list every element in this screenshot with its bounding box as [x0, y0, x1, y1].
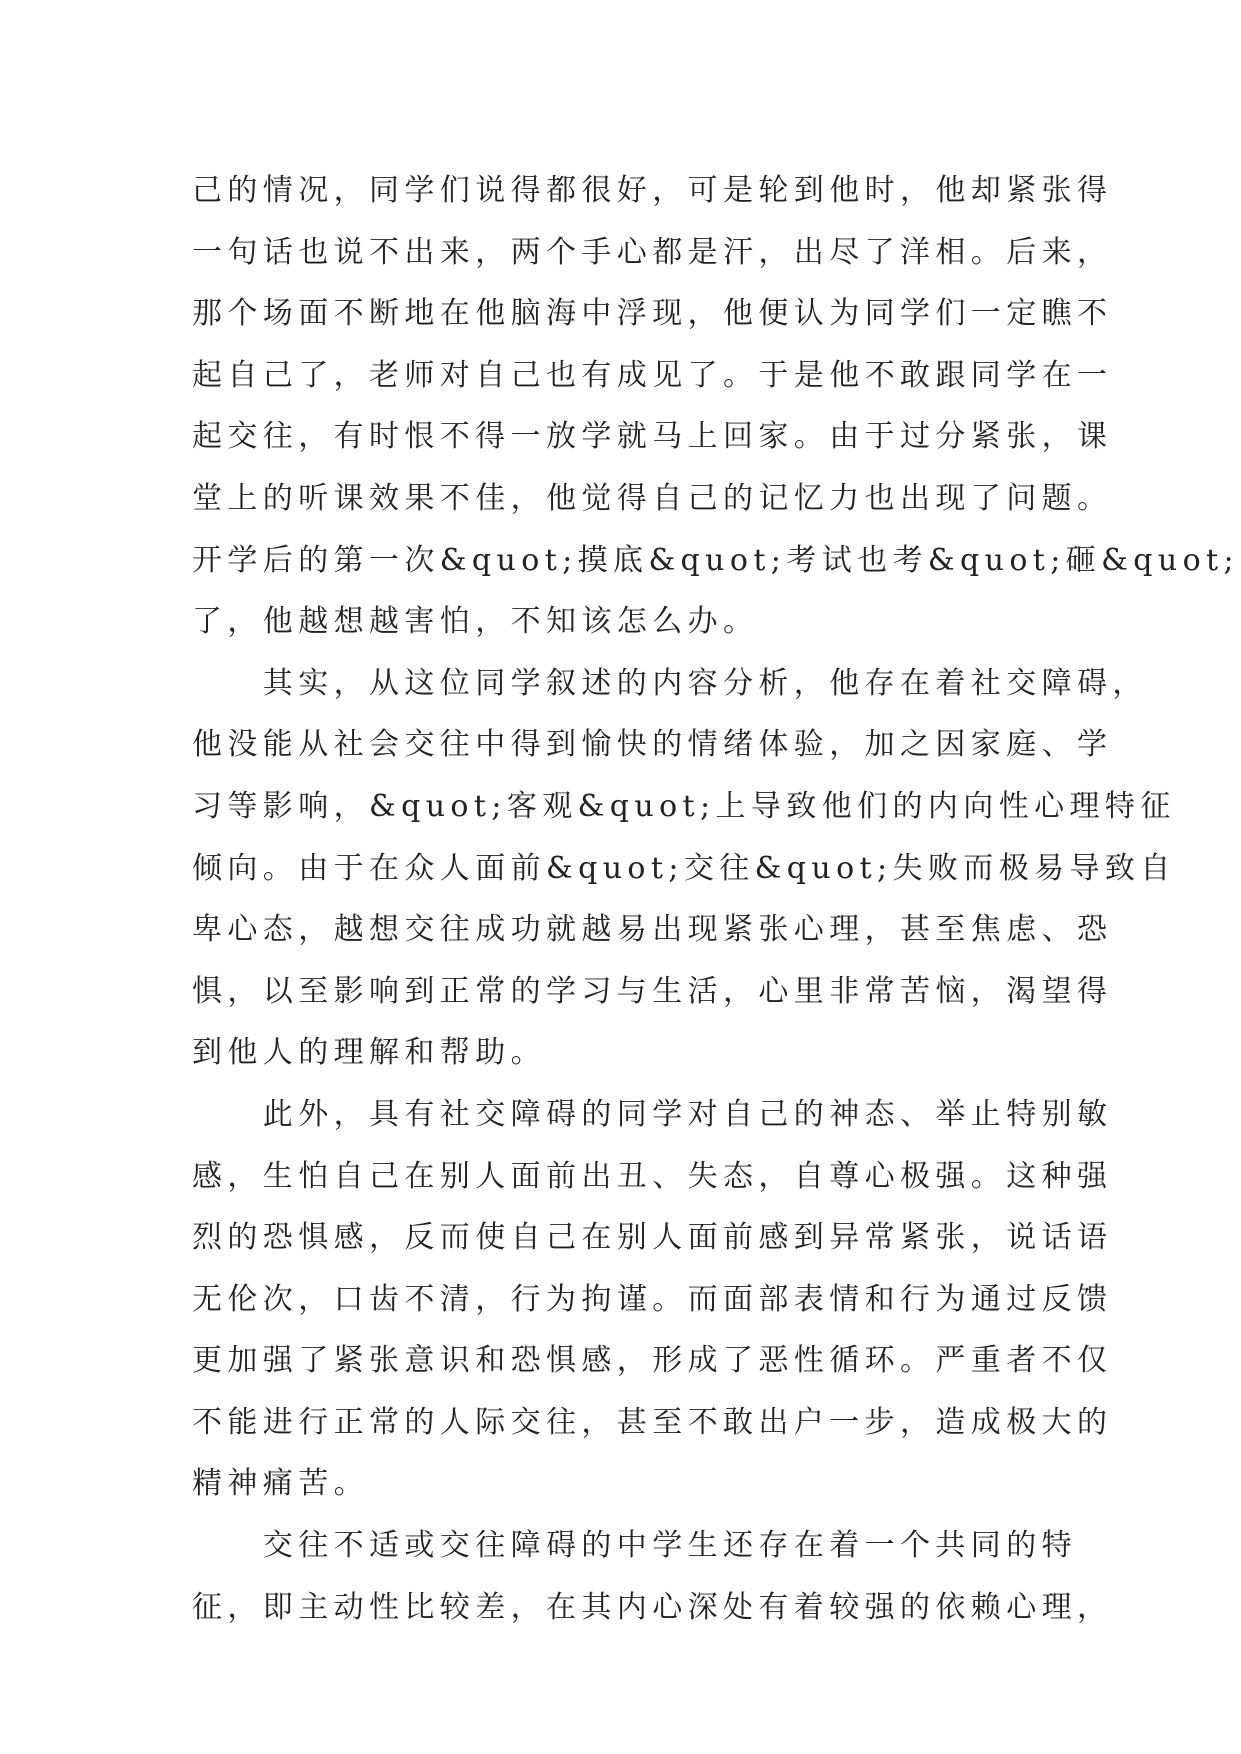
text-line: 一句话也说不出来，两个手心都是汗，出尽了洋相。后来， — [192, 234, 1113, 270]
text-line: 起交往，有时恨不得一放学就马上回家。由于过分紧张，课 — [192, 419, 1113, 455]
text-line: 不能进行正常的人际交往，甚至不敢出户一步，造成极大的 — [192, 1404, 1113, 1440]
text-line: 此外，具有社交障碍的同学对自己的神态、举止特别敏 — [192, 1096, 1113, 1132]
text-line: 起自己了，老师对自己也有成见了。于是他不敢跟同学在一 — [192, 357, 1113, 393]
text-line: 更加强了紧张意识和恐惧感，形成了恶性循环。严重者不仅 — [192, 1343, 1113, 1379]
text-line: 己的情况，同学们说得都很好，可是轮到他时，他却紧张得 — [192, 173, 1113, 208]
text-line: 堂上的听课效果不佳，他觉得自己的记忆力也出现了问题。 — [192, 480, 1113, 516]
text-line: 习等影响，&quot;客观&quot;上导致他们的内向性心理特征 — [192, 788, 1176, 824]
text-line: 到他人的理解和帮助。 — [192, 1035, 546, 1071]
text-line: 了，他越想越害怕，不知该怎么办。 — [192, 604, 759, 640]
document-body — [192, 160, 1240, 1638]
text-line: 其实，从这位同学叙述的内容分析，他存在着社交障碍， — [192, 665, 1148, 701]
text-line: 感，生怕自己在别人面前出丑、失态，自尊心极强。这种强 — [192, 1158, 1113, 1194]
text-line: 征，即主动性比较差，在其内心深处有着较强的依赖心理， — [192, 1589, 1113, 1625]
text-line: 精神痛苦。 — [192, 1466, 369, 1502]
text-line: 烈的恐惧感，反而使自己在别人面前感到异常紧张，说话语 — [192, 1220, 1113, 1256]
text-line: 开学后的第一次&quot;摸底&quot;考试也考&quot;砸&quot; — [192, 542, 1240, 578]
text-line: 交往不适或交往障碍的中学生还存在着一个共同的特 — [192, 1528, 1077, 1564]
text-line: 惧，以至影响到正常的学习与生活，心里非常苦恼，渴望得 — [192, 973, 1113, 1009]
text-line: 卑心态，越想交往成功就越易出现紧张心理，甚至焦虑、恐 — [192, 912, 1113, 948]
text-line: 无伦次，口齿不清，行为拘谨。而面部表情和行为通过反馈 — [192, 1281, 1113, 1317]
text-line: 倾向。由于在众人面前&quot;交往&quot;失败而极易导致自 — [192, 850, 1176, 886]
text-line: 他没能从社会交往中得到愉快的情绪体验，加之因家庭、学 — [192, 727, 1113, 763]
text-line: 那个场面不断地在他脑海中浮现，他便认为同学们一定瞧不 — [192, 296, 1113, 332]
